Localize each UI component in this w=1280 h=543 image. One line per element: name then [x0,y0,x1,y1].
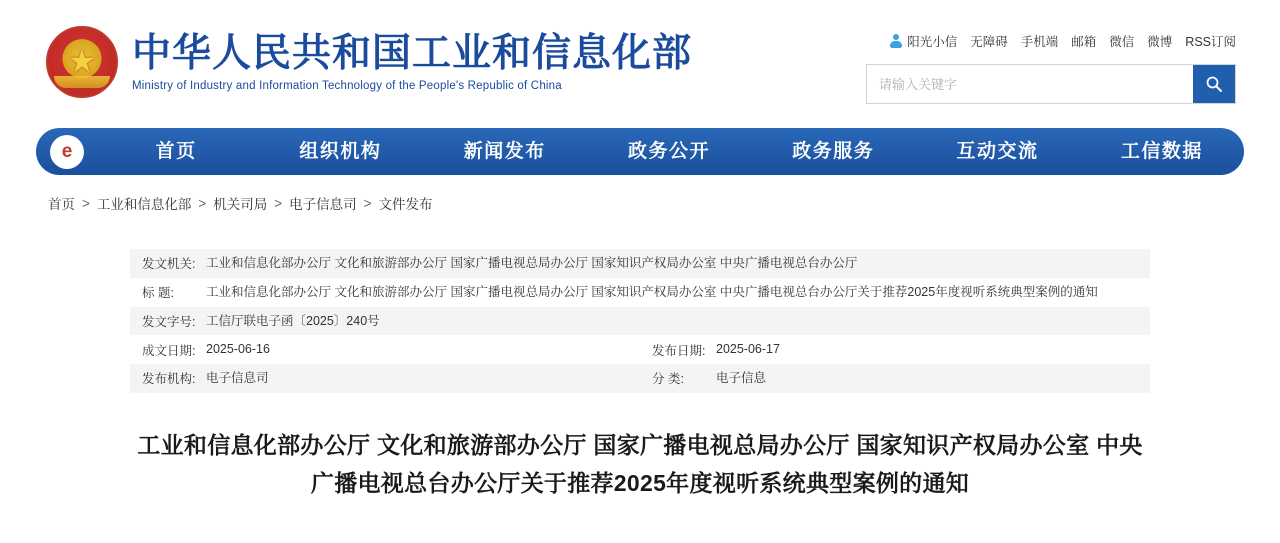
top-link-label: 阳光小信 [907,35,958,49]
search-bar [866,64,1236,104]
nav-logo-text: e [61,141,73,162]
search-input[interactable] [867,65,1193,103]
info-label-document-number: 发文字号: [142,314,196,329]
info-value-document-number: 工信厅联电子函〔2025〕240号 [206,313,380,328]
person-icon [888,34,903,49]
info-row-document-number [130,307,1150,336]
breadcrumb-separator: > [363,195,372,211]
info-label-title: 标 题: [142,286,174,301]
nav-item-organization[interactable]: 组织机构 [299,141,382,162]
top-link-accessibility[interactable]: 无障碍 [970,35,1008,49]
main-nav [36,128,1244,175]
info-value-issuing-agency: 工业和信息化部办公厅 文化和旅游部办公厅 国家广播电视总局办公厅 国家知识产权局办公室 中央广播电视总台办公厅 [206,256,858,270]
top-links [888,32,1236,50]
top-link-weibo[interactable]: 微博 [1147,35,1173,49]
info-label-written-date: 成文日期: [142,343,196,358]
info-value-title: 工业和信息化部办公厅 文化和旅游部办公厅 国家广播电视总局办公厅 国家知识产权局办公室 中央广播电视总台办公厅关于推荐2025年度视听系统典型案例的通知 [206,284,1098,299]
info-label-publisher: 发布机构: [142,372,196,387]
info-row-issuing-agency [130,249,1150,278]
search-icon [1205,75,1223,93]
top-link-email[interactable]: 邮箱 [1071,35,1097,49]
breadcrumb-separator: > [274,195,283,211]
search-button[interactable] [1193,65,1235,103]
document-title: 工业和信息化部办公厅 文化和旅游部办公厅 国家广播电视总局办公厅 国家知识产权局办公室 中央广播电视总台办公厅关于推荐2025年度视听系统典型案例的通知 [137,431,1143,496]
site-title-cn: 中华人民共和国工业和信息化部 [132,32,693,76]
nav-item-government-affairs[interactable]: 政务公开 [627,141,710,162]
brand-text [132,32,692,92]
top-link-mobile[interactable]: 手机端 [1020,35,1059,49]
national-emblem-icon [46,26,118,98]
top-link-wechat[interactable]: 微信 [1109,35,1135,49]
site-title-en: Ministry of Industry and Information Technology of the People's Republic of China [132,79,562,92]
main-nav-wrapper [0,128,1280,175]
top-link-rss[interactable]: RSS订阅 [1185,35,1236,49]
breadcrumb-item-departments[interactable]: 机关司局 [213,197,268,212]
info-cell-written-date [130,335,640,364]
info-value-publisher: 电子信息司 [206,371,269,385]
info-row-title [130,278,1150,307]
info-label-publish-date: 发布日期: [652,343,706,358]
info-value-category: 电子信息 [716,371,767,385]
document-info-table [130,249,1150,393]
info-row-publisher-category [130,364,1150,393]
breadcrumb-separator: > [198,195,207,211]
breadcrumb-separator: > [82,195,90,211]
nav-item-interaction[interactable]: 互动交流 [956,141,1039,162]
nav-item-government-services[interactable]: 政务服务 [792,141,875,162]
breadcrumb-item-home[interactable]: 首页 [48,197,75,212]
info-cell-category [640,364,1150,393]
nav-items [94,128,1244,175]
breadcrumb-item-electronic-info[interactable]: 电子信息司 [289,197,357,212]
info-label-issuing-agency: 发文机关: [142,257,196,272]
info-cell-publisher [130,364,640,393]
info-value-written-date: 2025-06-16 [206,342,270,357]
info-cell-publish-date [640,335,1150,364]
info-value-publish-date: 2025-06-17 [716,342,780,357]
site-brand[interactable] [46,26,692,98]
nav-item-home[interactable]: 首页 [155,141,197,162]
info-label-category: 分 类: [652,372,684,387]
top-link-sunshine[interactable] [888,32,957,50]
miit-logo-icon[interactable] [50,135,84,169]
breadcrumb [0,175,1280,213]
breadcrumb-item-miit[interactable]: 工业和信息化部 [96,197,192,212]
site-header [0,0,1280,128]
nav-item-news[interactable]: 新闻发布 [463,141,546,162]
breadcrumb-item-document-release[interactable]: 文件发布 [378,197,433,212]
info-row-dates [130,335,1150,364]
nav-item-data[interactable]: 工信数据 [1120,141,1203,162]
